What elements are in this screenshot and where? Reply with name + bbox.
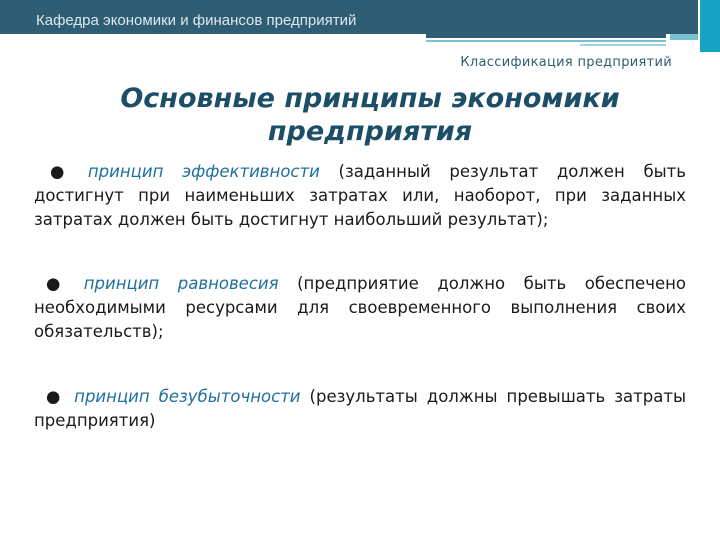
principles-list (34, 160, 686, 433)
principle-item (34, 385, 686, 433)
bullet-icon: ● (50, 162, 78, 181)
bullet-icon: ● (46, 274, 74, 293)
principle-term: принцип безубыточности (74, 387, 301, 406)
department-name: Кафедра экономики и финансов предприятий (36, 12, 357, 29)
principle-item (34, 272, 686, 344)
principle-term: принцип равновесия (83, 274, 279, 293)
principle-description: (заданный результат должен быть достигнут при наименьших затратах или, наоборот, при заданных затратах должен быть достигнут наибольший результат); (34, 162, 686, 229)
header-accent-strip (670, 34, 698, 40)
principle-term: принцип эффективности (87, 162, 320, 181)
header-rule-primary (426, 34, 666, 38)
header-rule-secondary (426, 40, 666, 42)
slide-title: Основные принципы экономики предприятия (120, 83, 620, 147)
principle-description: (результаты должны превышать затраты предприятия) (34, 387, 686, 430)
bullet-icon: ● (46, 387, 65, 406)
header-rule-tertiary (580, 44, 666, 46)
principle-item (34, 160, 686, 232)
header-accent-block (700, 0, 720, 52)
principle-description: (предприятие должно быть обеспечено необходимыми ресурсами для своевременного выполнения своих обязательств); (34, 274, 686, 341)
section-name: Классификация предприятий (460, 55, 672, 70)
